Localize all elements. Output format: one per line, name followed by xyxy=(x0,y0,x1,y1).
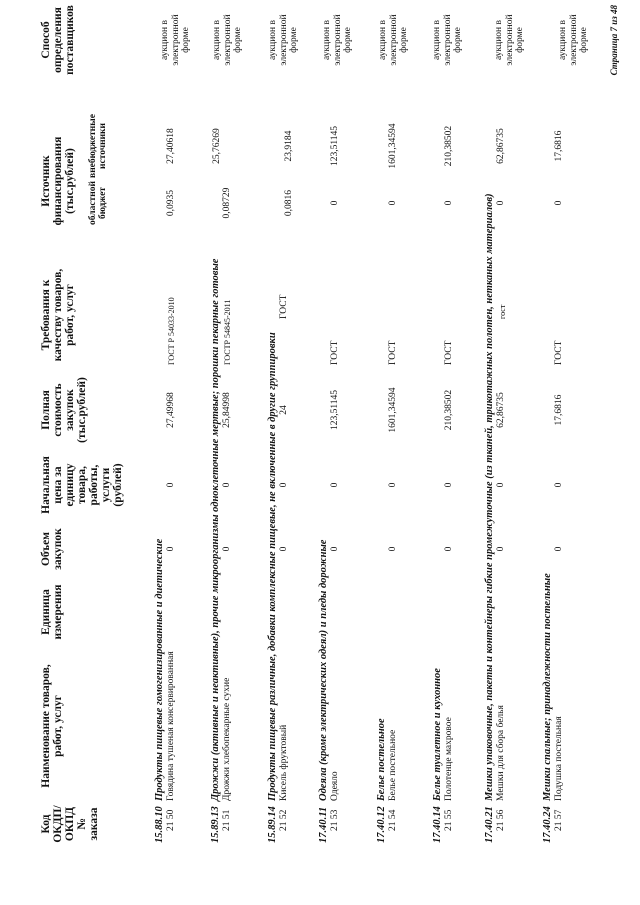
item-extra: 17,6816 xyxy=(554,130,564,162)
section-code: 15.88.10 xyxy=(154,806,165,843)
item-price: 0 xyxy=(166,482,176,488)
item-price: 0 xyxy=(222,482,232,488)
header-code: Код ОКДП/ ОКПД № заказа xyxy=(40,805,100,843)
item-volume: 0 xyxy=(330,546,340,552)
order-number: 21 54 xyxy=(388,809,398,831)
item-method: аукцион в электронной форме xyxy=(322,14,353,66)
item-extra: 1601,34594 xyxy=(388,123,398,169)
item-extra: 23,9184 xyxy=(284,130,294,162)
item-method: аукцион в электронной форме xyxy=(432,14,463,66)
section-title: Белье постельное xyxy=(376,718,387,801)
section-title: Мешки спальные; принадлежности постельные xyxy=(542,573,553,801)
item-name: Мешки для сбора белья xyxy=(496,705,506,801)
item-total: 210,38502 xyxy=(444,389,454,431)
header-price: Начальная цена за единицу товара, работы, xyxy=(40,456,100,514)
item-extra: 210,38502 xyxy=(444,125,454,167)
order-number: 21 55 xyxy=(444,809,454,831)
item-price: 0 xyxy=(330,482,340,488)
item-name: Подушка постельная xyxy=(554,716,564,801)
item-regional: 0 xyxy=(496,200,506,206)
item-quality: ГОСТ xyxy=(554,340,564,365)
header-finance-extra: внебюджетные источники xyxy=(88,114,108,178)
header-finance-regional: областной бюджет xyxy=(88,181,108,225)
header-volume: Объем закупок xyxy=(40,528,64,570)
item-method: аукцион в электронной форме xyxy=(558,14,589,66)
order-number: 21 51 xyxy=(222,809,232,831)
item-volume: 0 xyxy=(222,546,232,552)
item-extra: 123,51145 xyxy=(330,125,340,167)
item-name: Одеяло xyxy=(330,771,340,801)
item-quality: гост xyxy=(498,304,507,319)
section-title: Дрожжи (активные и неактивные), прочие микроорганизмы одноклеточные мертвые; порошки пекарные готовые xyxy=(210,258,221,801)
item-extra: 25,76269 xyxy=(212,128,222,164)
item-regional: 0 xyxy=(388,200,398,206)
item-volume: 0 xyxy=(279,546,289,552)
item-price: 0 xyxy=(444,482,454,488)
item-total: 17,6816 xyxy=(554,394,564,426)
section-title: Белье туалетное и кухонное xyxy=(432,668,443,801)
header-finance: Источник финансирования (тыс.рублей) xyxy=(40,136,76,226)
item-price: 0 xyxy=(496,482,506,488)
item-total: 25,84998 xyxy=(222,392,232,428)
order-number: 21 50 xyxy=(166,809,176,831)
section-title: Продукты пищевые различные, добавки комплексные пищевые, не включенные в другие группировки xyxy=(267,332,278,801)
item-volume: 0 xyxy=(388,546,398,552)
section-code: 15.89.14 xyxy=(267,806,278,843)
item-total: 123,51145 xyxy=(330,389,340,431)
item-price: 0 xyxy=(279,482,289,488)
item-volume: 0 xyxy=(496,546,506,552)
header-price-tail: услуги (рублей) xyxy=(100,463,124,507)
item-name: Говядина тушеная консервированная xyxy=(166,651,176,801)
header-method: Способ определения поставщиков xyxy=(40,5,76,75)
item-name: Белье постельное xyxy=(388,729,398,801)
section-code: 17.40.14 xyxy=(432,806,443,843)
header-total: Полная стоимость закупок (тыс.рублей) xyxy=(40,377,88,443)
item-quality: ГОСТ Р 54033-2010 xyxy=(167,297,176,365)
item-quality: ГОСТ xyxy=(330,340,340,365)
page-number: Страница 7 из 48 xyxy=(609,5,619,76)
order-number: 21 52 xyxy=(279,809,289,831)
item-regional: 0 xyxy=(330,200,340,206)
item-volume: 0 xyxy=(444,546,454,552)
item-name: Кисель фруктовый xyxy=(279,724,289,801)
section-code: 15.89.13 xyxy=(210,806,221,843)
item-volume: 0 xyxy=(554,546,564,552)
section-title: Одеяла (кроме электрических одеял) и пледы дорожные xyxy=(318,539,329,801)
item-price: 0 xyxy=(554,482,564,488)
section-code: 17.40.21 xyxy=(484,806,495,843)
header-name: Наименование товаров, работ, услуг xyxy=(40,664,64,788)
section-code: 17.40.12 xyxy=(376,806,387,843)
item-regional: 0 xyxy=(444,200,454,206)
section-code: 17.40.11 xyxy=(318,806,329,843)
item-method: аукцион в электронной форме xyxy=(378,14,409,66)
item-quality: ГОСТР 54845-2011 xyxy=(223,299,232,365)
item-method: аукцион в электронной форме xyxy=(494,14,525,66)
order-number: 21 56 xyxy=(496,809,506,831)
item-extra: 27,40618 xyxy=(166,128,176,164)
header-unit: Единица измерения xyxy=(40,584,64,640)
section-title: Продукты пищевые гомогенизированные и диетические xyxy=(154,538,165,801)
item-total: 62,86735 xyxy=(496,392,506,428)
item-volume: 0 xyxy=(166,546,176,552)
item-name: Полотенце махровое xyxy=(444,717,454,801)
item-method: аукцион в электронной форме xyxy=(268,14,299,66)
order-number: 21 57 xyxy=(554,809,564,831)
item-regional: 0,0935 xyxy=(166,189,176,217)
item-regional: 0,08729 xyxy=(222,187,232,219)
item-extra: 62,86735 xyxy=(496,128,506,164)
section-title: Мешки упаковочные, пакеты и контейнеры гибкие промежуточные (из тканей, трикотажных полотен, нетканых материалов) xyxy=(484,193,495,801)
item-quality: ГОСТ xyxy=(388,340,398,365)
order-number: 21 53 xyxy=(330,809,340,831)
header-quality: Требования к качеству товаров, работ, услуг xyxy=(40,268,76,362)
item-price: 0 xyxy=(388,482,398,488)
item-name: Дрожжи хлебопекарные сухие xyxy=(222,677,232,801)
item-method: аукцион в электронной форме xyxy=(212,14,243,66)
section-code: 17.40.24 xyxy=(542,806,553,843)
item-regional: 0,0816 xyxy=(284,189,294,217)
item-method: аукцион в электронной форме xyxy=(160,14,191,66)
item-total: 24 xyxy=(279,405,289,415)
item-total: 1601,34594 xyxy=(388,387,398,433)
item-total: 27,49968 xyxy=(166,392,176,428)
item-quality: ГОСТ xyxy=(444,340,454,365)
item-regional: 0 xyxy=(554,200,564,206)
item-quality: ГОСТ xyxy=(279,294,289,319)
